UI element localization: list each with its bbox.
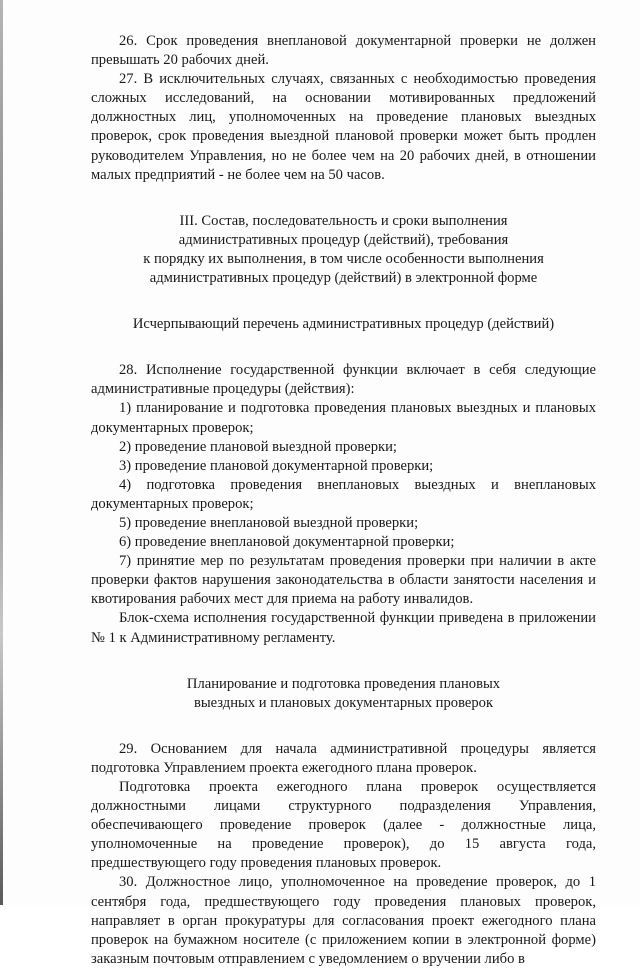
paragraph-28: 28. Исполнение государственной функции включает в себя следующие административные процедуры (действия): xyxy=(91,362,596,398)
subheading-line: выездных и плановых документарных проверок xyxy=(193,694,494,711)
section-heading-line: административных процедур (действий) в электронной форме xyxy=(149,270,538,287)
paragraph-30: 30. Должностное лицо, уполномоченное на проведение проверок, до 1 сентября года, предшествующего году проведения плановых проверок, направляет в орган прокуратуры для согласования проект ежегодного плана проверок на бумажном носителе (с приложением копии в электронной форме) заказным почтовым отправлением с уведомлением о вручении либо в xyxy=(91,874,596,967)
document-body xyxy=(91,32,596,969)
scan-edge-shadow xyxy=(0,0,3,905)
list-item: 4) подготовка проведения внеплановых выездных и внеплановых документарных проверок; xyxy=(91,476,596,512)
section-heading-line: к порядку их выполнения, в том числе особенности выполнения xyxy=(143,250,544,267)
list-item: 2) проведение плановой выездной проверки; xyxy=(119,438,397,455)
list-item: 7) принятие мер по результатам проведения проверки при наличии в акте проверки фактов нарушения законодательства в области занятости населения и квотирования рабочих мест для приема на работу инвалидов. xyxy=(91,553,596,608)
procedures-list xyxy=(91,399,596,609)
subheading-planning xyxy=(91,675,596,713)
paragraph-29: 29. Основанием для начала административной процедуры является подготовка Управлением проекта ежегодного плана проверок. xyxy=(91,740,596,776)
paragraph-plan-preparation: Подготовка проекта ежегодного плана проверок осуществляется должностными лицами структурного подразделения Управления, обеспечивающего проведение проверок (далее - должностные лица, уполномоченные на проведение проверок), до 15 августа года, предшествующего году проведения плановых проверок. xyxy=(91,779,596,872)
section-heading-3 xyxy=(91,212,596,288)
paragraph-blockscheme: Блок-схема исполнения государственной функции приведена в приложении № 1 к Административному регламенту. xyxy=(91,610,596,646)
list-item: 5) проведение внеплановой выездной проверки; xyxy=(119,514,419,531)
paragraph-27: 27. В исключительных случаях, связанных с необходимостью проведения сложных исследований, на основании мотивированных предложений должностных лиц, уполномоченных на проведение плановых выездных проверок, срок проведения выездной плановой проверки может быть продлен руководителем Управления, но не более чем на 20 рабочих дней, в отношении малых предприятий - не более чем на 50 часов. xyxy=(91,71,596,183)
paragraph-26: 26. Срок проведения внеплановой документарной проверки не должен превышать 20 рабочих дней. xyxy=(91,33,596,69)
section-heading-line: административных процедур (действий), требования xyxy=(178,231,509,248)
list-item: 3) проведение плановой документарной проверки; xyxy=(119,457,434,474)
list-item: 6) проведение внеплановой документарной проверки; xyxy=(119,534,455,551)
section-heading-line: III. Состав, последовательность и сроки выполнения xyxy=(179,212,508,229)
subheading-procedures-list: Исчерпывающий перечень административных процедур (действий) xyxy=(132,316,555,333)
list-item: 1) планирование и подготовка проведения плановых выездных и плановых документарных проверок; xyxy=(91,400,596,436)
subheading-line: Планирование и подготовка проведения плановых xyxy=(186,675,501,692)
